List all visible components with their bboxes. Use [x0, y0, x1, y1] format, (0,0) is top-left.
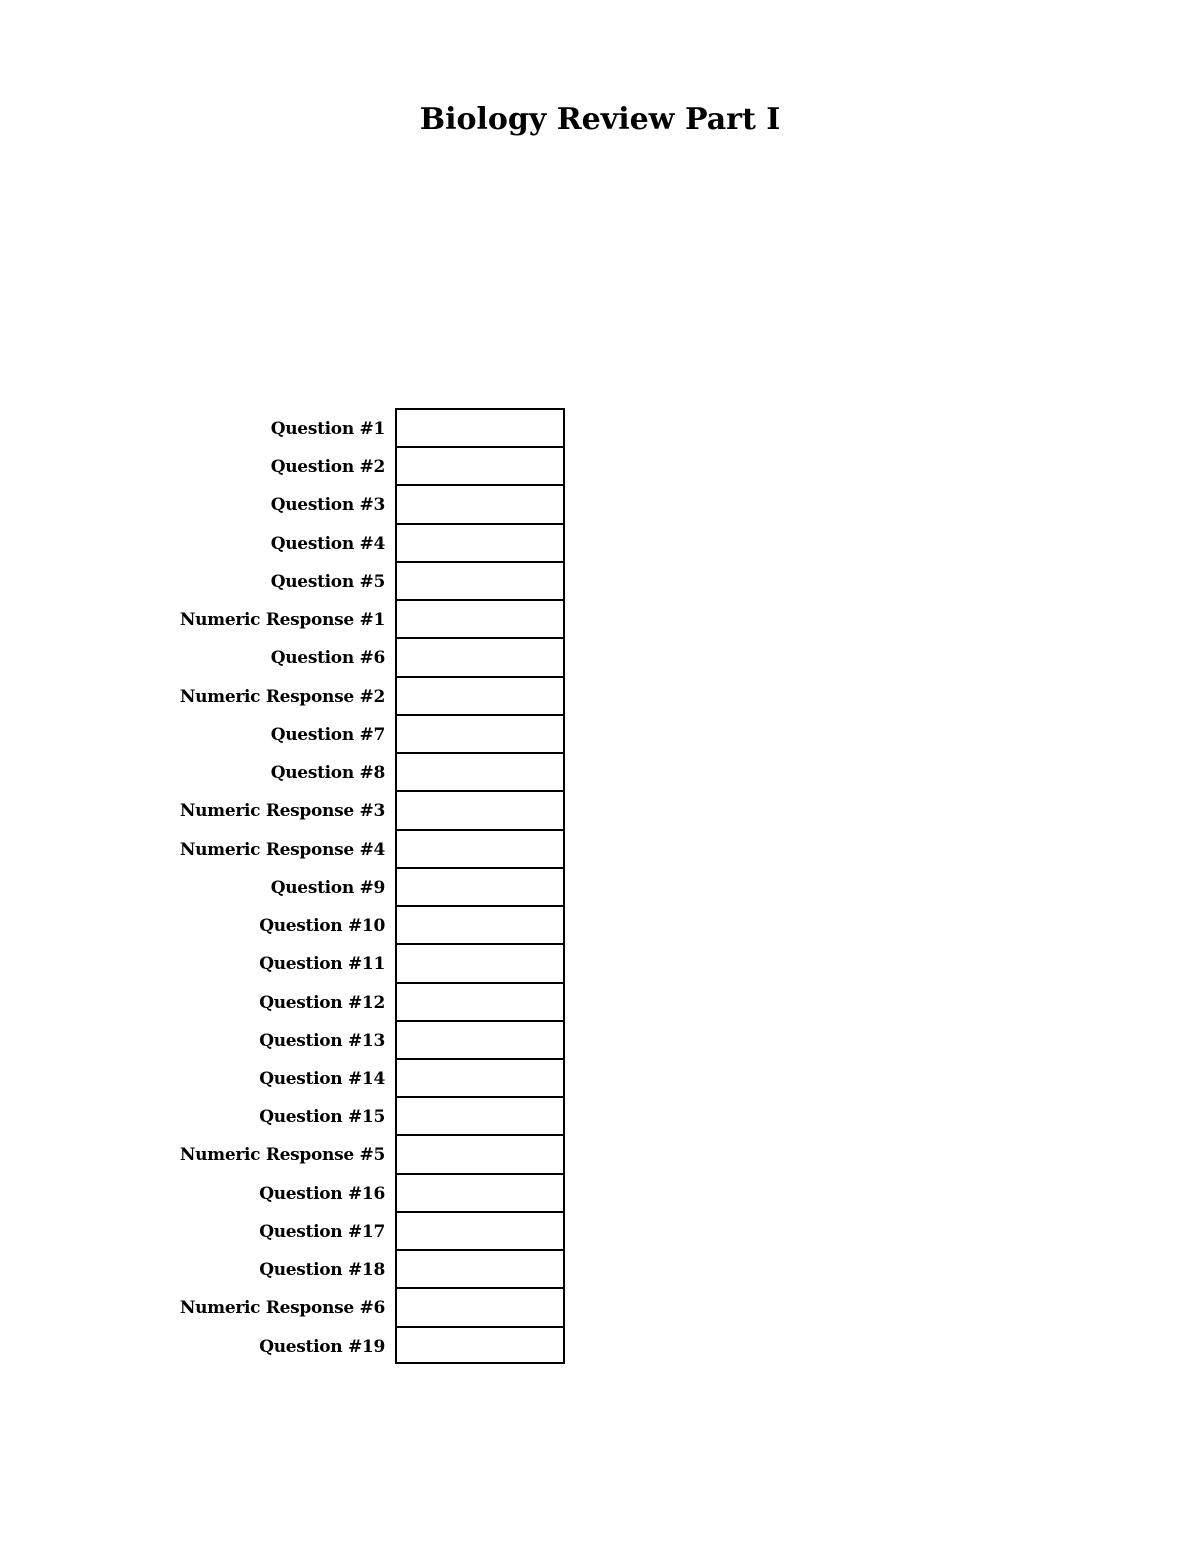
answer-box[interactable]	[395, 1096, 565, 1134]
answer-box[interactable]	[395, 1326, 565, 1364]
answer-box[interactable]	[395, 1134, 565, 1172]
answer-row	[0, 1287, 1200, 1325]
answer-box[interactable]	[395, 1211, 565, 1249]
answer-sheet	[0, 408, 1200, 1364]
row-label: Question #18	[259, 1260, 385, 1281]
answer-row	[0, 790, 1200, 828]
answer-row	[0, 1096, 1200, 1134]
row-label: Question #4	[270, 533, 385, 554]
answer-box[interactable]	[395, 561, 565, 599]
answer-box[interactable]	[395, 676, 565, 714]
answer-box[interactable]	[395, 484, 565, 522]
row-label: Numeric Response #1	[179, 610, 385, 631]
row-label: Question #19	[259, 1336, 385, 1357]
answer-row	[0, 1249, 1200, 1287]
answer-box[interactable]	[395, 408, 565, 446]
answer-box[interactable]	[395, 1287, 565, 1325]
answer-row	[0, 1173, 1200, 1211]
row-label: Question #10	[259, 916, 385, 937]
row-label: Numeric Response #3	[179, 801, 385, 822]
answer-box[interactable]	[395, 829, 565, 867]
row-label: Question #6	[270, 648, 385, 669]
row-label: Question #16	[259, 1183, 385, 1204]
answer-row	[0, 523, 1200, 561]
answer-box[interactable]	[395, 1249, 565, 1287]
answer-box[interactable]	[395, 1058, 565, 1096]
row-label: Question #7	[270, 724, 385, 745]
row-label: Question #3	[270, 495, 385, 516]
row-label: Question #17	[259, 1221, 385, 1242]
answer-row	[0, 943, 1200, 981]
row-label: Question #8	[270, 763, 385, 784]
answer-row	[0, 1134, 1200, 1172]
answer-row	[0, 599, 1200, 637]
page-title: Biology Review Part I	[419, 102, 781, 137]
answer-box[interactable]	[395, 790, 565, 828]
answer-row	[0, 1326, 1200, 1364]
row-label: Question #12	[259, 992, 385, 1013]
row-label: Question #11	[259, 954, 385, 975]
answer-row	[0, 484, 1200, 522]
answer-row	[0, 714, 1200, 752]
answer-row	[0, 676, 1200, 714]
answer-box[interactable]	[395, 1020, 565, 1058]
answer-row	[0, 752, 1200, 790]
answer-box[interactable]	[395, 446, 565, 484]
answer-row	[0, 829, 1200, 867]
answer-box[interactable]	[395, 637, 565, 675]
answer-row	[0, 905, 1200, 943]
answer-row	[0, 1020, 1200, 1058]
row-label: Question #9	[270, 877, 385, 898]
answer-box[interactable]	[395, 523, 565, 561]
row-label: Question #1	[270, 419, 385, 439]
row-label: Question #14	[259, 1068, 385, 1089]
row-label: Question #13	[259, 1030, 385, 1051]
answer-box[interactable]	[395, 1173, 565, 1211]
row-label: Numeric Response #4	[179, 839, 385, 860]
answer-row	[0, 867, 1200, 905]
row-label: Numeric Response #5	[179, 1145, 385, 1166]
answer-row	[0, 1211, 1200, 1249]
answer-row	[0, 1058, 1200, 1096]
row-label: Numeric Response #6	[179, 1298, 385, 1319]
row-label: Numeric Response #2	[179, 686, 385, 707]
answer-row	[0, 408, 1200, 446]
answer-box[interactable]	[395, 943, 565, 981]
row-label: Question #5	[270, 571, 385, 592]
answer-row	[0, 446, 1200, 484]
answer-row	[0, 561, 1200, 599]
answer-box[interactable]	[395, 714, 565, 752]
row-label: Question #2	[270, 457, 385, 478]
answer-row	[0, 637, 1200, 675]
answer-box[interactable]	[395, 982, 565, 1020]
answer-box[interactable]	[395, 905, 565, 943]
answer-box[interactable]	[395, 867, 565, 905]
answer-row	[0, 982, 1200, 1020]
answer-box[interactable]	[395, 599, 565, 637]
answer-box[interactable]	[395, 752, 565, 790]
row-label: Question #15	[259, 1107, 385, 1128]
